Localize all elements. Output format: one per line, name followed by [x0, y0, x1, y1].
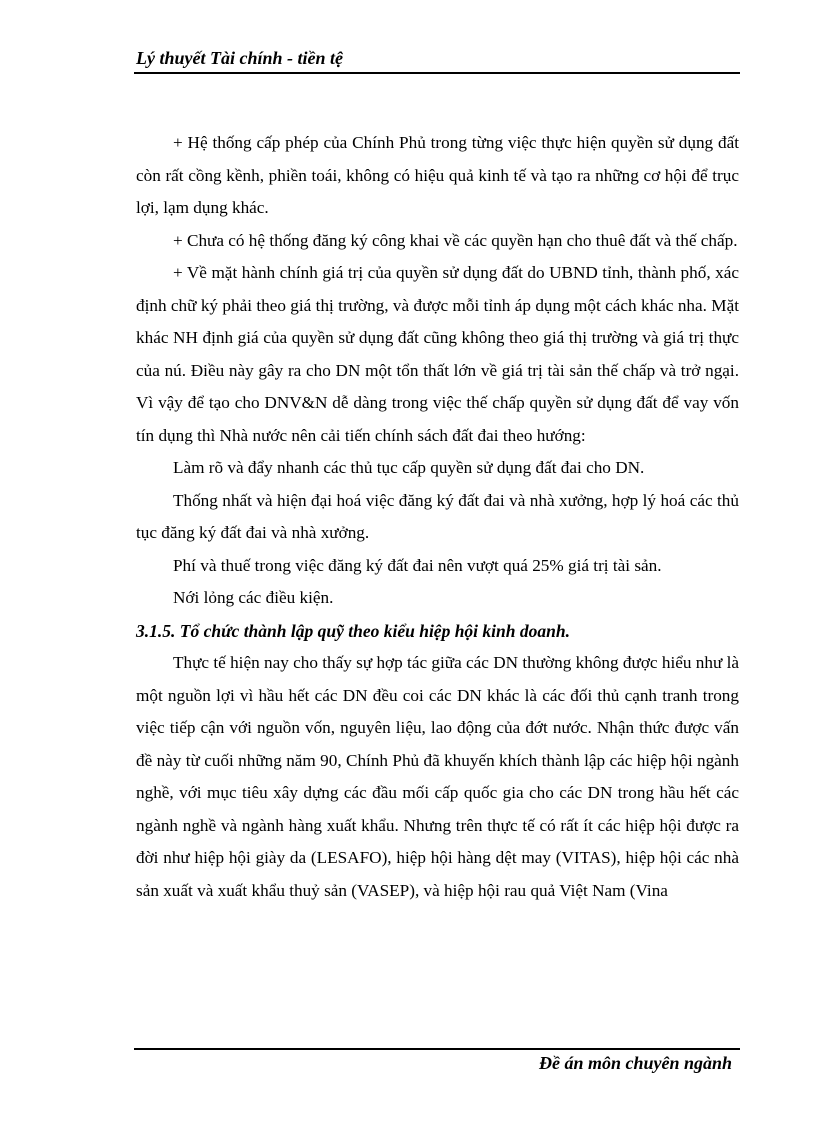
paragraph: Thực tế hiện nay cho thấy sự hợp tác giữa các DN thường không được hiểu như là một nguồn lợi vì hầu hết các DN đều coi các DN khác là các đối thủ cạnh tranh trong việc tiếp cận với nguồn vốn, nguyên liệu, lao động của đớt nước. Nhận thức được vấn đề này từ cuối những năm 90, Chính Phủ đã khuyến khích thành lập các hiệp hội ngành nghề, với mục tiêu xây dựng các đầu mối cấp quốc gia cho các DN trong hầu hết các ngành nghề và ngành hàng xuất khẩu. Nhưng trên thực tế có rất ít các hiệp hội được ra đời như hiệp hội giày da (LESAFO), hiệp hội hàng dệt may (VITAS), hiệp hội các nhà sản xuất và xuất khẩu thuỷ sản (VASEP), và hiệp hội rau quả Việt Nam (Vina [136, 653, 739, 900]
paragraph: Thống nhất và hiện đại hoá việc đăng ký đất đai và nhà xưởng, hợp lý hoá các thủ tục đăng ký đất đai và nhà xưởng. [136, 490, 739, 542]
paragraph: + Hệ thống cấp phép của Chính Phủ trong từng việc thực hiện quyền sử dụng đất còn rất cồng kềnh, phiền toái, không có hiệu quả kinh tế và tạo ra những cơ hội để trục lợi, lạm dụng khác. [136, 133, 739, 217]
paragraph: + Về mặt hành chính giá trị của quyền sử dụng đất do UBND tỉnh, thành phố, xác định chữ ký phải theo giá thị trường, và được mỗi tỉnh áp dụng một cách khác nha. Mặt khác NH định giá của quyền sử dụng đất cũng không theo giá thị trường và giá trị thực của nú. Điều này gây ra cho DN một tổn thất lớn về giá trị tài sản thế chấp và trở ngại. Vì vậy để tạo cho DNV&N dễ dàng trong việc thế chấp quyền sử dụng đất để vay vốn tín dụng thì Nhà nước nên cải tiến chính sách đất đai theo hướng: [136, 263, 739, 445]
paragraph: Làm rõ và đẩy nhanh các thủ tục cấp quyền sử dụng đất đai cho DN. [173, 458, 645, 477]
section-heading: 3.1.5. Tổ chức thành lập quỹ theo kiểu hiệp hội kinh doanh. [136, 620, 570, 641]
footer-divider [134, 1048, 740, 1050]
header-title: Lý thuyết Tài chính - tiền tệ [136, 48, 343, 68]
document-body [136, 127, 739, 907]
paragraph: Nới lỏng các điều kiện. [173, 588, 334, 607]
page-header [134, 48, 740, 74]
paragraph: Phí và thuế trong việc đăng ký đất đai nên vượt quá 25% giá trị tài sản. [173, 555, 662, 575]
footer-title: Đề án môn chuyên ngành [538, 1053, 732, 1073]
paragraph: + Chưa có hệ thống đăng ký công khai về các quyền hạn cho thuê đất và thế chấp. [173, 230, 738, 250]
